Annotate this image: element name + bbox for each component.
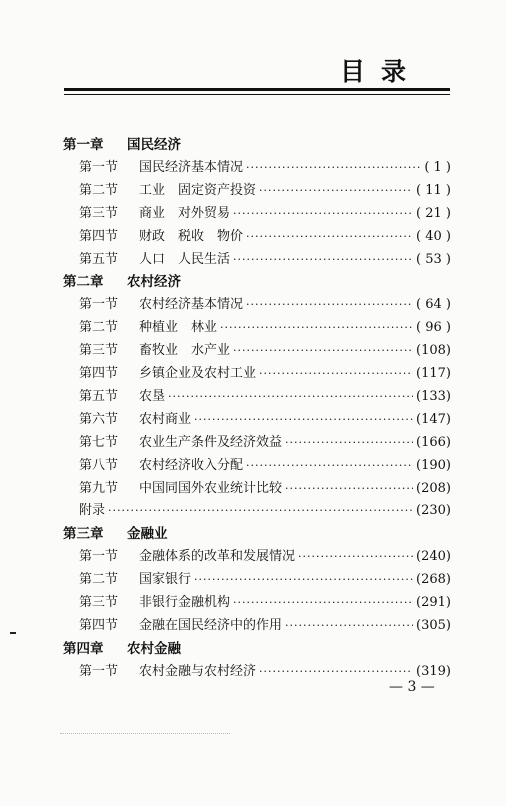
section-page: (268): [416, 572, 451, 588]
chapter-label: 第一章: [63, 137, 104, 153]
toc-entry: [79, 202, 451, 224]
section-label: 第五节: [79, 388, 119, 404]
dot-leader: [259, 367, 413, 380]
section-title: 国民经济基本情况: [139, 159, 244, 175]
dot-leader: [246, 298, 413, 311]
section-page: (108): [416, 343, 451, 359]
dot-leader: [233, 344, 413, 357]
section-title: 金融体系的改革和发展情况: [139, 549, 296, 565]
section-page: (190): [416, 457, 451, 473]
section-page: ( 64 ): [416, 297, 451, 313]
section-title: 金融在国民经济中的作用: [139, 617, 283, 633]
section-page: (133): [416, 388, 451, 404]
toc-chapter: [63, 522, 168, 544]
section-title: 商业 对外贸易: [139, 205, 231, 221]
toc-entry: [79, 614, 451, 636]
section-title: 农垦: [139, 388, 166, 404]
toc-entry: [79, 408, 451, 430]
page-number: — 3 —: [389, 679, 435, 695]
section-label: 第二节: [79, 572, 119, 588]
section-title: 乡镇企业及农村工业: [139, 366, 257, 381]
section-label: 第三节: [79, 595, 119, 610]
dot-leader: [233, 207, 413, 220]
toc-entry: [79, 248, 451, 270]
chapter-label: 第二章: [63, 274, 104, 291]
section-title: 人口 人民生活: [139, 251, 231, 267]
dot-leader: [246, 459, 413, 472]
section-title: 农业生产条件及经济效益: [139, 434, 283, 450]
dot-leader: [220, 321, 413, 334]
section-page: (147): [416, 411, 451, 427]
section-label: 第一节: [79, 297, 119, 313]
section-label: 第三节: [79, 343, 119, 359]
section-title: 畜牧业 水产业: [139, 343, 231, 359]
toc-entry: [79, 316, 451, 338]
dot-leader: [246, 230, 413, 243]
section-label: 第一节: [79, 159, 119, 175]
section-page: (291): [416, 595, 451, 610]
section-label: 第一节: [79, 663, 119, 679]
section-title: 财政 税收 物价: [139, 228, 244, 244]
dot-leader: [233, 596, 413, 609]
section-page: (117): [416, 366, 451, 381]
bleed-through-line: [60, 733, 230, 735]
toc-entry: [79, 156, 451, 178]
section-title: 工业 固定资产投资: [139, 182, 257, 198]
dot-leader: [194, 413, 413, 426]
toc-appendix: [79, 499, 451, 521]
section-label: 第六节: [79, 411, 119, 427]
section-page: (166): [416, 434, 451, 450]
section-label: 第四节: [79, 228, 119, 244]
section-title: 农村金融与农村经济: [139, 663, 257, 679]
toc-entry: [79, 225, 451, 247]
section-title: 农村经济基本情况: [139, 297, 244, 313]
toc-entry: [79, 477, 451, 499]
section-page: ( 21 ): [416, 205, 451, 221]
chapter-title: 国民经济: [127, 137, 181, 153]
section-page: (305): [416, 617, 451, 633]
dot-leader: [259, 665, 413, 678]
section-title: 农村商业: [139, 411, 192, 427]
toc-entry: [79, 362, 451, 384]
toc-entry: [79, 591, 451, 613]
section-page: ( 96 ): [416, 320, 451, 336]
dot-leader: [285, 436, 413, 449]
section-page: ( 40 ): [416, 228, 451, 244]
dot-leader: [168, 390, 413, 403]
section-title: 农村经济收入分配: [139, 457, 244, 473]
dot-leader: [194, 573, 413, 586]
page-title: 目录: [340, 57, 423, 86]
section-title: 非银行金融机构: [139, 595, 231, 610]
section-page: (208): [416, 480, 451, 496]
margin-mark: [10, 632, 16, 634]
toc-chapter: [63, 637, 181, 659]
chapter-label: 第四章: [63, 640, 104, 657]
toc-entry: [79, 385, 451, 407]
section-page: ( 11 ): [416, 182, 451, 198]
section-label: 第二节: [79, 182, 119, 198]
section-label: 第七节: [79, 434, 119, 450]
section-label: 第九节: [79, 480, 119, 496]
section-page: ( 53 ): [416, 251, 451, 267]
section-page: ( 1 ): [424, 159, 451, 175]
toc-entry: [79, 339, 451, 361]
toc-chapter: [63, 270, 181, 292]
section-page: (230): [416, 503, 451, 519]
title-rule-thick: [64, 88, 450, 91]
toc-entry: [79, 545, 451, 567]
dot-leader: [285, 619, 413, 632]
chapter-title: 农村金融: [127, 640, 181, 657]
section-title: 国家银行: [139, 572, 192, 588]
dot-leader: [108, 504, 413, 517]
toc-entry: [79, 431, 451, 453]
dot-leader: [298, 550, 413, 563]
chapter-title: 金融业: [127, 526, 168, 543]
dot-leader: [233, 253, 413, 266]
section-page: (319): [416, 663, 451, 679]
section-title: 种植业 林业: [139, 320, 218, 336]
section-label: 第五节: [79, 251, 119, 267]
section-page: (240): [416, 549, 451, 565]
toc-entry: [79, 179, 451, 201]
section-label: 第四节: [79, 366, 119, 381]
dot-leader: [285, 482, 413, 495]
section-title: 附录: [79, 503, 106, 519]
toc-chapter: [63, 133, 181, 155]
toc-entry: [79, 293, 451, 315]
toc-entry: [79, 568, 451, 590]
section-label: 第一节: [79, 549, 119, 565]
toc-entry: [79, 454, 451, 476]
section-title: 中国同国外农业统计比较: [139, 480, 283, 496]
dot-leader: [259, 184, 413, 197]
chapter-label: 第三章: [63, 526, 104, 543]
title-rule-thin: [64, 94, 450, 95]
chapter-title: 农村经济: [127, 274, 181, 291]
section-label: 第三节: [79, 205, 119, 221]
dot-leader: [246, 161, 421, 174]
section-label: 第四节: [79, 617, 119, 633]
section-label: 第二节: [79, 320, 119, 336]
section-label: 第八节: [79, 457, 119, 473]
